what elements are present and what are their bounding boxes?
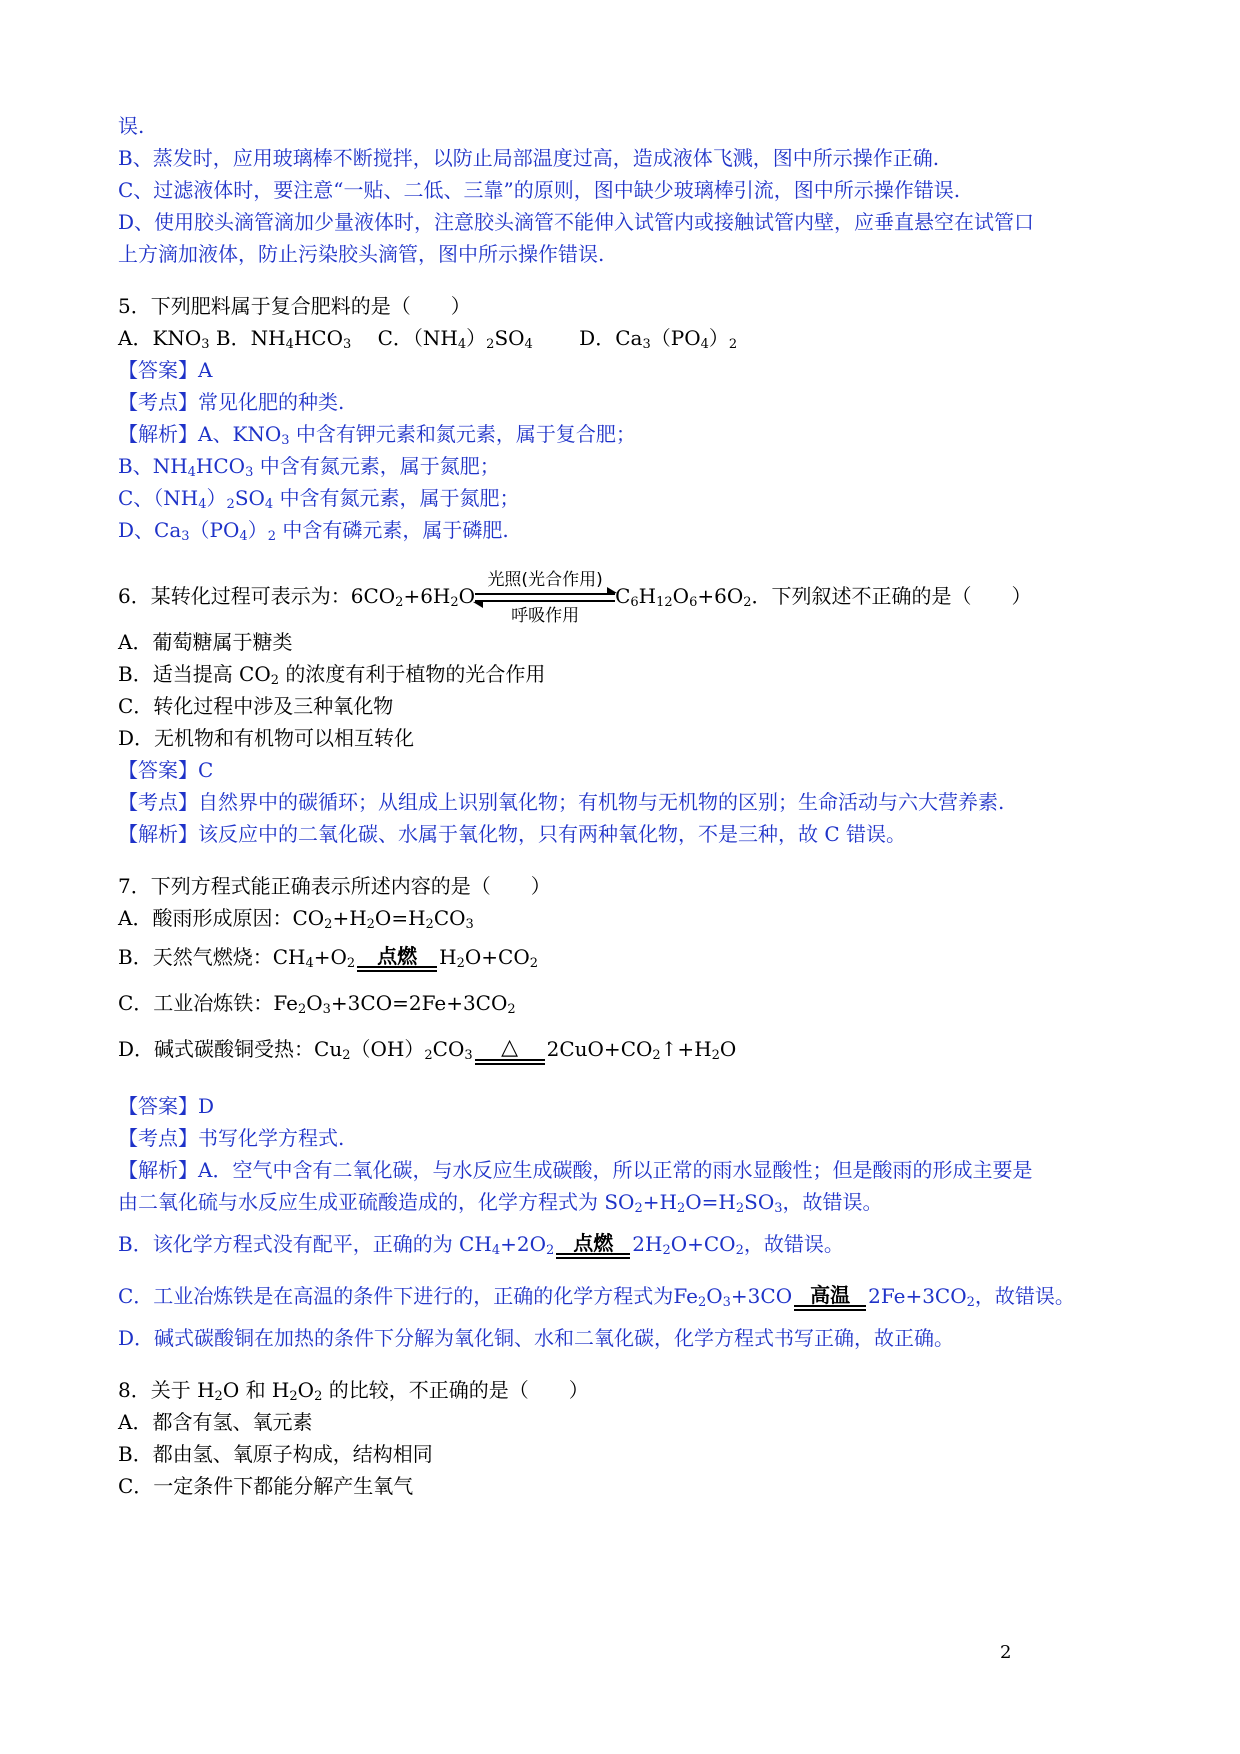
question-6-option-b: B．适当提高 $CO_2$ 的浓度有利于植物的光合作用 <box>118 662 546 688</box>
question-5-point: 【考点】常见化肥的种类. <box>118 390 345 414</box>
prev-explanation-c: C、过滤液体时，要注意“一贴、二低、三靠”的原则，图中缺少玻璃棒引流，图中所示操作错误. <box>118 178 961 202</box>
high-temperature-condition: 高温 <box>794 1285 866 1311</box>
ignite-condition: 点燃 <box>556 1233 630 1259</box>
question-7-option-c: C．工业冶炼铁：$Fe_2O_3+3CO=2Fe+3CO_2$ <box>118 991 516 1017</box>
question-6-option-d: D．无机物和有机物可以相互转化 <box>118 726 415 750</box>
question-7-option-a: A．酸雨形成原因：$CO_2+H_2O=H_2CO_3$ <box>118 906 474 932</box>
prev-explanation-d-cont: 上方滴加液体，防止污染胶头滴管，图中所示操作错误. <box>118 242 605 266</box>
heat-condition: △ <box>475 1037 545 1065</box>
question-8-stem: 8．关于 $H_2O$ 和 $H_2O_2$ 的比较，不正确的是（ ） <box>118 1378 589 1404</box>
question-7-option-d: D．碱式碳酸铜受热：$Cu_2(OH)_2CO_3$ △ $2CuO+CO_2↑+H_2O$ <box>118 1034 737 1063</box>
prev-explanation-d: D、使用胶头滴管滴加少量液体时，注意胶头滴管不能伸入试管内或接触试管内壁，应垂直悬空在试管口 <box>118 210 1035 234</box>
question-5-explanation-a: 【解析】A、$KNO_3$ 中含有钾元素和氮元素，属于复合肥； <box>118 422 636 448</box>
question-7-explanation-a: 【解析】A．空气中含有二氧化碳，与水反应生成碳酸，所以正常的雨水显酸性；但是酸雨的形成主要是 <box>118 1158 1033 1182</box>
ignite-condition: 点燃 <box>357 946 437 972</box>
question-5-options: A．$KNO_3$ B．$NH_4HCO_3$ C．$(NH_4)_2SO_4$ D．$Ca_3(PO_4)_2$ <box>118 326 738 352</box>
question-8-option-a: A．都含有氢、氧元素 <box>118 1410 313 1434</box>
question-7-answer: 【答案】D <box>118 1094 215 1118</box>
question-6-option-a: A．葡萄糖属于糖类 <box>118 630 293 654</box>
question-6-answer: 【答案】C <box>118 758 214 782</box>
question-5-explanation-c: C、$(NH_4)_2SO_4$ 中含有氮元素，属于氮肥； <box>118 486 520 512</box>
question-7-point: 【考点】书写化学方程式. <box>118 1126 345 1150</box>
prev-explanation-line: 误. <box>118 114 145 138</box>
question-6-explanation: 【解析】该反应中的二氧化碳、水属于氧化物，只有两种氧化物，不是三种，故 C 错误。 <box>118 822 907 846</box>
document-page <box>118 110 1128 1502</box>
question-7-explanation-b: B．该化学方程式没有配平，正确的为 $CH_4+2O_2$ 点燃 $2H_2O+CO_2$，故错误。 <box>118 1230 844 1258</box>
question-6-stem: 6．某转化过程可表示为：$6CO_2+6H_2O$ 光照(光合作用) 呼吸作用 $C_6H_{12}O_6+6O_2$．下列叙述不正确的是（ ） <box>118 569 1032 626</box>
question-8-option-b: B．都由氢、氧原子构成，结构相同 <box>118 1442 433 1466</box>
question-5-stem: 5．下列肥料属于复合肥料的是（ ） <box>118 294 471 318</box>
question-5-explanation-d: D、$Ca_3(PO_4)_2$ 中含有磷元素，属于磷肥. <box>118 518 509 544</box>
reversible-arrow: 光照(光合作用) 呼吸作用 <box>475 571 615 625</box>
question-8-option-c: C．一定条件下都能分解产生氧气 <box>118 1474 414 1498</box>
question-6-point: 【考点】自然界中的碳循环；从组成上识别氧化物；有机物与无机物的区别；生命活动与六大营养素. <box>118 790 1005 814</box>
page-number: 2 <box>1000 1642 1012 1663</box>
question-6-option-c: C．转化过程中涉及三种氧化物 <box>118 694 394 718</box>
question-7-explanation-a-cont: 由二氧化硫与水反应生成亚硫酸造成的，化学方程式为 $SO_2+H_2O=H_2SO_3$，故错误。 <box>118 1190 883 1216</box>
question-5-explanation-b: B、$NH_4HCO_3$ 中含有氮元素，属于氮肥； <box>118 454 500 480</box>
question-7-explanation-c: C．工业冶炼铁是在高温的条件下进行的，正确的化学方程式为$Fe_2O_3+3CO$ 高温 $2Fe+3CO_2$，故错误。 <box>118 1282 1075 1310</box>
question-7-stem: 7．下列方程式能正确表示所述内容的是（ ） <box>118 874 551 898</box>
question-5-answer: 【答案】A <box>118 358 213 382</box>
question-7-option-b: B．天然气燃烧：$CH_4+O_2$ 点燃 $H_2O+CO_2$ <box>118 943 539 971</box>
question-7-explanation-d: D．碱式碳酸铜在加热的条件下分解为氧化铜、水和二氧化碳，化学方程式书写正确，故正确。 <box>118 1326 955 1350</box>
prev-explanation-b: B、蒸发时，应用玻璃棒不断搅拌，以防止局部温度过高，造成液体飞溅，图中所示操作正确. <box>118 146 940 170</box>
